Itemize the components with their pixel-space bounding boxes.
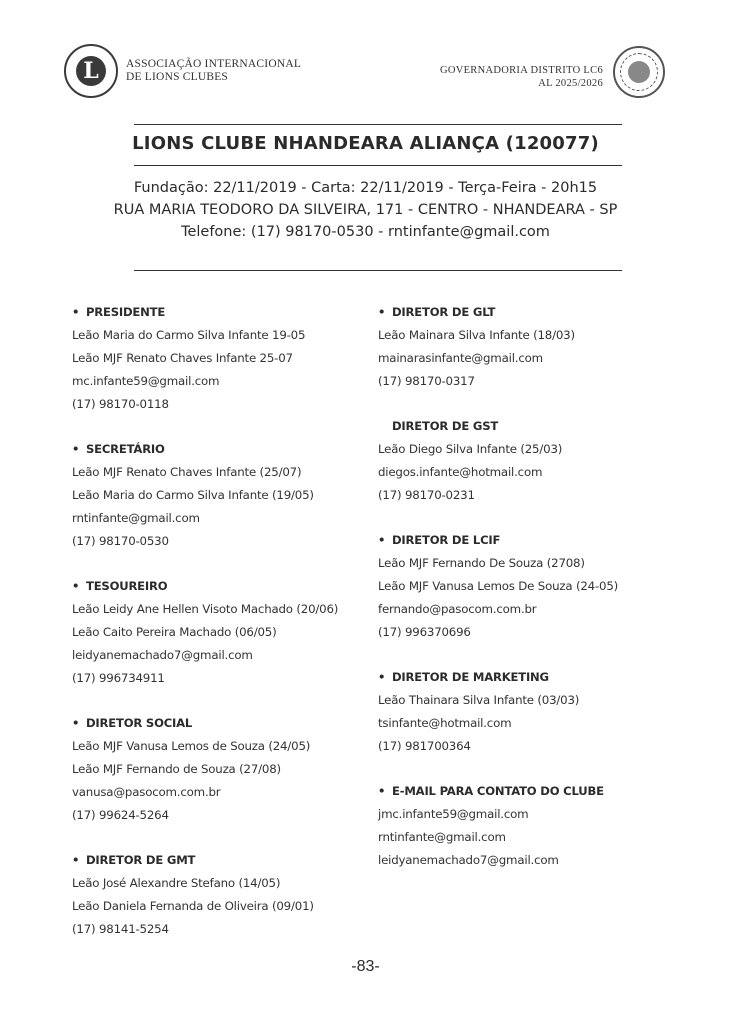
section-line: Leão MJF Fernando De Souza (2708)	[378, 556, 585, 570]
officer-section	[72, 302, 362, 417]
section-title	[378, 530, 678, 553]
section-line: tsinfante@hotmail.com	[378, 716, 512, 730]
association-line-2: DE LIONS CLUBES	[126, 71, 229, 83]
bullet-icon: •	[72, 305, 80, 319]
bullet-icon: •	[72, 716, 80, 730]
left-column	[72, 302, 362, 964]
section-line: Leão José Alexandre Stefano (14/05)	[72, 876, 281, 890]
association-line-1: ASSOCIAÇÃO INTERNACIONAL	[126, 58, 302, 70]
section-line: Leão Leidy Ane Hellen Visoto Machado (20/06)	[72, 602, 339, 616]
right-column	[378, 302, 678, 895]
section-line: (17) 98170-0530	[72, 534, 169, 548]
section-title-text: DIRETOR DE LCIF	[392, 533, 501, 547]
bullet-icon: •	[378, 533, 386, 547]
section-line: diegos.infante@hotmail.com	[378, 465, 543, 479]
section-title-text: E-MAIL PARA CONTATO DO CLUBE	[392, 784, 604, 798]
section-line: (17) 98170-0118	[72, 397, 169, 411]
section-title	[72, 302, 362, 325]
section-title	[72, 576, 362, 599]
association-name	[126, 58, 301, 84]
section-line: Leão Mainara Silva Infante (18/03)	[378, 328, 575, 342]
section-line: Leão MJF Renato Chaves Infante (25/07)	[72, 465, 302, 479]
club-address: RUA MARIA TEODORO DA SILVEIRA, 171 - CENTRO - NHANDEARA - SP	[113, 202, 618, 218]
section-line: (17) 99624-5264	[72, 808, 169, 822]
officer-section	[378, 781, 678, 873]
section-line: Leão MJF Vanusa Lemos De Souza (24-05)	[378, 579, 619, 593]
officer-section	[378, 667, 678, 759]
section-line: (17) 996370696	[378, 625, 471, 639]
bullet-icon: •	[72, 579, 80, 593]
section-line: fernando@pasocom.com.br	[378, 602, 537, 616]
club-info	[0, 177, 731, 243]
section-title-text: TESOUREIRO	[86, 579, 168, 593]
page-header	[64, 42, 665, 98]
section-title-text: PRESIDENTE	[86, 305, 166, 319]
section-title-text: SECRETÁRIO	[86, 442, 165, 456]
section-title	[378, 416, 678, 439]
bullet-icon: •	[72, 853, 80, 867]
section-title	[72, 850, 362, 873]
officer-section	[378, 302, 678, 394]
section-line: leidyanemachado7@gmail.com	[378, 853, 559, 867]
district-governance	[440, 64, 603, 90]
section-line: Leão MJF Vanusa Lemos de Souza (24/05)	[72, 739, 311, 753]
info-bottom-rule	[134, 270, 622, 271]
district-seal-icon	[613, 46, 665, 98]
section-line: leidyanemachado7@gmail.com	[72, 648, 253, 662]
section-line: Leão Daniela Fernanda de Oliveira (09/01)	[72, 899, 314, 913]
bullet-icon: •	[378, 305, 386, 319]
officer-section	[72, 439, 362, 554]
governance-line-2: AL 2025/2026	[538, 78, 603, 89]
section-line: (17) 981700364	[378, 739, 471, 753]
section-line: Leão Diego Silva Infante (25/03)	[378, 442, 563, 456]
section-title	[378, 667, 678, 690]
founding-info: Fundação: 22/11/2019 - Carta: 22/11/2019 - Terça-Feira - 20h15	[133, 180, 598, 196]
section-title	[378, 302, 678, 325]
section-title	[72, 713, 362, 736]
section-title-text: DIRETOR DE GLT	[392, 305, 496, 319]
title-bottom-rule	[134, 165, 622, 166]
section-title-text: DIRETOR DE GST	[392, 419, 499, 433]
section-line: rntinfante@gmail.com	[72, 511, 200, 525]
officer-section	[378, 530, 678, 645]
officer-section	[72, 850, 362, 942]
section-title	[72, 439, 362, 462]
section-line: jmc.infante59@gmail.com	[378, 807, 529, 821]
section-line: Leão Maria do Carmo Silva Infante (19/05)	[72, 488, 314, 502]
officer-section	[72, 576, 362, 691]
section-line: (17) 98170-0231	[378, 488, 475, 502]
governance-line-1: GOVERNADORIA DISTRITO LC6	[439, 65, 603, 76]
section-line: (17) 996734911	[72, 671, 165, 685]
section-line: Leão MJF Renato Chaves Infante 25-07	[72, 351, 293, 365]
section-line: Leão Thainara Silva Infante (03/03)	[378, 693, 580, 707]
section-line: Leão Maria do Carmo Silva Infante 19-05	[72, 328, 306, 342]
club-title: LIONS CLUBE NHANDEARA ALIANÇA (120077)	[132, 133, 599, 154]
section-title-text: DIRETOR SOCIAL	[86, 716, 193, 730]
club-phone: Telefone: (17) 98170-0530 - rntinfante@gmail.com	[181, 224, 550, 240]
lions-logo-letter: L	[76, 56, 106, 86]
officer-section	[72, 713, 362, 828]
section-line: rntinfante@gmail.com	[378, 830, 506, 844]
bullet-icon: •	[378, 670, 386, 684]
section-line: Leão Caito Pereira Machado (06/05)	[72, 625, 277, 639]
bullet-icon: •	[72, 442, 80, 456]
lions-logo-icon	[64, 44, 118, 98]
section-line: (17) 98141-5254	[72, 922, 169, 936]
section-title	[378, 781, 678, 804]
bullet-icon: •	[378, 784, 386, 798]
title-top-rule	[134, 124, 622, 125]
officer-section	[378, 416, 678, 508]
section-line: (17) 98170-0317	[378, 374, 475, 388]
page-number: -83-	[351, 958, 380, 975]
section-line: mainarasinfante@gmail.com	[378, 351, 543, 365]
section-title-text: DIRETOR DE GMT	[86, 853, 196, 867]
section-line: mc.infante59@gmail.com	[72, 374, 220, 388]
section-line: vanusa@pasocom.com.br	[72, 785, 221, 799]
section-title-text: DIRETOR DE MARKETING	[392, 670, 549, 684]
section-line: Leão MJF Fernando de Souza (27/08)	[72, 762, 281, 776]
